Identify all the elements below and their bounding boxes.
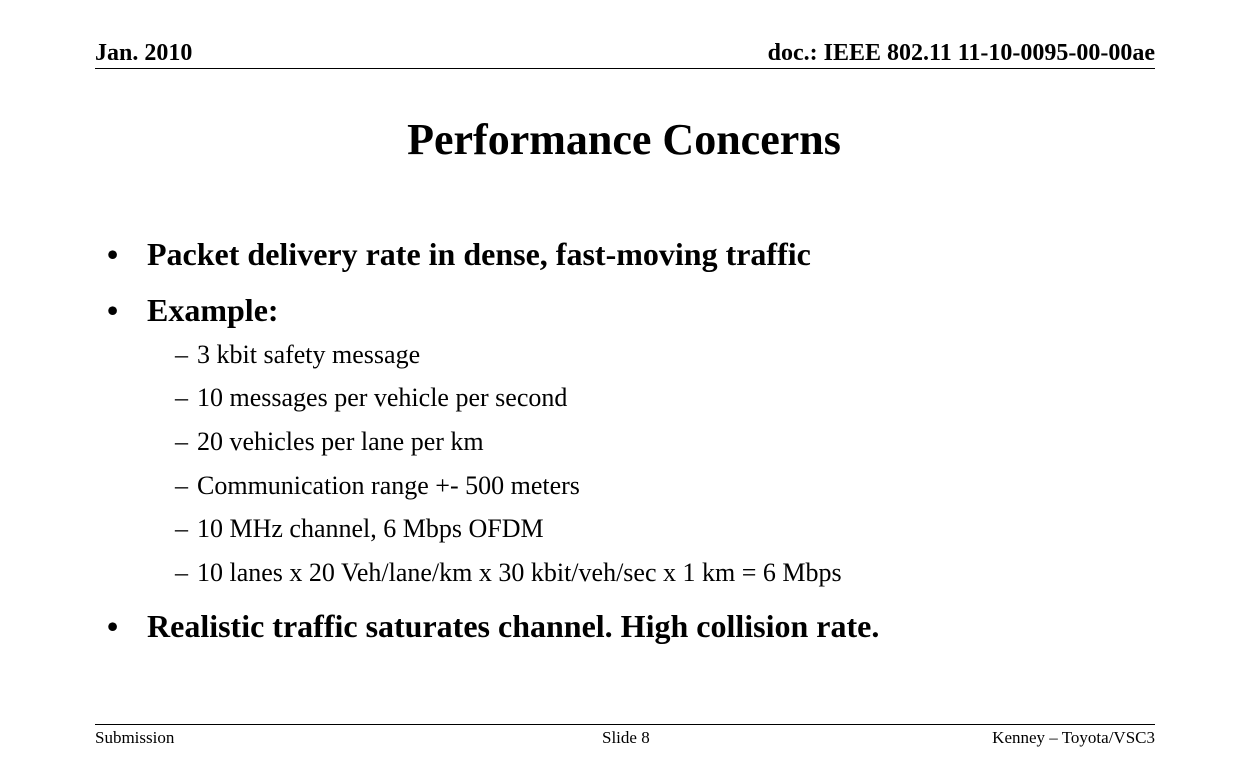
bullet-marker: •: [107, 292, 119, 328]
dash-marker: –: [175, 383, 188, 412]
header-doc-id: doc.: IEEE 802.11 11-10-0095-00-00ae: [767, 40, 1155, 66]
bullet-marker: •: [107, 608, 119, 644]
sub-item-text: 10 MHz channel, 6 Mbps OFDM: [197, 514, 544, 543]
dash-marker: –: [175, 340, 188, 369]
dash-marker: –: [175, 471, 188, 500]
footer-author: Kenney – Toyota/VSC3: [992, 728, 1155, 747]
footer-slide-number: Slide 8: [602, 728, 650, 747]
bullet-text: Example:: [147, 292, 279, 328]
footer-divider: [95, 724, 1155, 725]
bullet-text: Packet delivery rate in dense, fast-moving traffic: [147, 236, 811, 272]
dash-marker: –: [175, 514, 188, 543]
footer-submission: Submission: [95, 728, 175, 747]
bullet-marker: •: [107, 236, 119, 272]
bullet-text: Realistic traffic saturates channel. High collision rate.: [147, 608, 880, 644]
sub-item-text: 10 messages per vehicle per second: [197, 383, 568, 412]
dash-marker: –: [175, 558, 188, 587]
sub-item-text: 3 kbit safety message: [197, 340, 421, 369]
sub-item-text: Communication range +- 500 meters: [197, 471, 580, 500]
sub-item-text: 10 lanes x 20 Veh/lane/km x 30 kbit/veh/sec x 1 km = 6 Mbps: [197, 558, 842, 587]
slide-title: Performance Concerns: [407, 115, 841, 164]
dash-marker: –: [175, 427, 188, 456]
header-date: Jan. 2010: [95, 40, 193, 66]
sub-item-text: 20 vehicles per lane per km: [197, 427, 484, 456]
